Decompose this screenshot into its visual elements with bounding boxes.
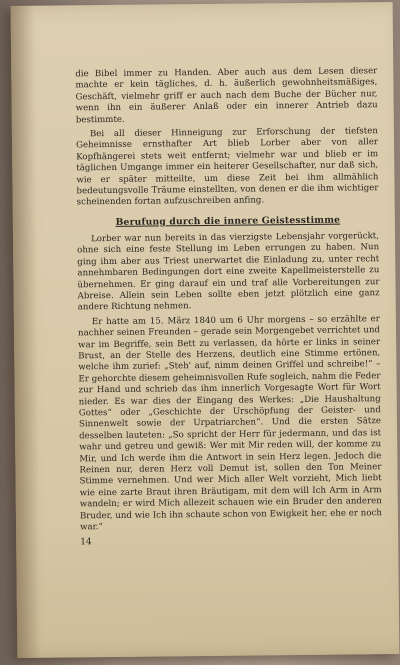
paragraph: Bei all dieser Hinneigung zur Erforschung der tiefsten Geheimnisse ernsthafter Art blieb Lorber aber von aller Kopfhängerei stets weit entfernt; vielmehr war und blieb er im täglichen Umgange immer ein heiterer Gesellschafter, nur daß sich, wie er später mitteilte, um diese Zeit bei ihm allmählich bedeutungsvolle Träume einstellten, von denen er die ihm wichtiger scheinenden fortan aufzuschreiben anfing. xyxy=(76,126,379,208)
page-number: 14 xyxy=(80,537,92,548)
section-heading: Berufung durch die innere Geistesstimme xyxy=(115,214,341,228)
paragraph-continuation: die Bibel immer zu Handen. Aber auch aus dem Lesen dieser machte er kein tägliches, d. h. äußerlich gewohnheitsmäßiges, Geschäft, vielmehr griff er auch nach dem Buche der Bücher nur, wenn ihn ein äußerer Anlaß oder ein innerer Antrieb dazu bestimmte. xyxy=(75,66,378,125)
page-text-block xyxy=(75,66,382,548)
book-page xyxy=(11,2,400,658)
paragraph: Lorber war nun bereits in das vierzigste Lebensjahr vorgerückt, ohne sich eine feste Stellung im Leben errungen zu haben. Nun ging ihm aber aus Triest unerwartet die Einladung zu, unter recht annehmbaren Bedingungen dort eine zweite Kapellmeisterstelle zu übernehmen. Er ging darauf ein und traf alle Vorbereitungen zur Abreise. Allein sein Leben sollte eben jetzt plötzlich eine ganz andere Richtung nehmen. xyxy=(77,231,380,313)
paragraph: Er hatte am 15. März 1840 um 6 Uhr morgens – so erzählte er nachher seinen Freunden – gerade sein Morgengebet verrichtet und war im Begriffe, sein Bett zu verlassen, da hörte er links in seiner Brust, an der Stelle des Herzens, deutlich eine Stimme ertönen, welche ihm zurief: „Steh' auf, nimm deinen Griffel und schreibe!“ – Er gehorchte diesem geheimnisvollen Rufe sogleich, nahm die Feder zur Hand und schrieb das ihm innerlich Vorgesagte Wort für Wort nieder. Es war dies der Eingang des Werkes: „Die Haushaltung Gottes“ oder „Geschichte der Urschöpfung der Geister- und Sinnenwelt sowie der Urpatriarchen“. Und die ersten Sätze desselben lauteten: „So spricht der Herr für jedermann, und das ist wahr und getreu und gewiß: Wer mit Mir reden will, der komme zu Mir, und Ich werde ihm die Antwort in sein Herz legen. Jedoch die Reinen nur, deren Herz voll Demut ist, sollen den Ton Meiner Stimme vernehmen. Und wer Mich aller Welt vorzieht, Mich liebt wie eine zarte Braut ihren Bräutigam, mit dem will Ich Arm in Arm wandeln; er wird Mich allezeit schauen wie ein Bruder den anderen Bruder, und wie Ich ihn schaute schon von Ewigkeit her, ehe er noch war.“ xyxy=(77,313,382,533)
